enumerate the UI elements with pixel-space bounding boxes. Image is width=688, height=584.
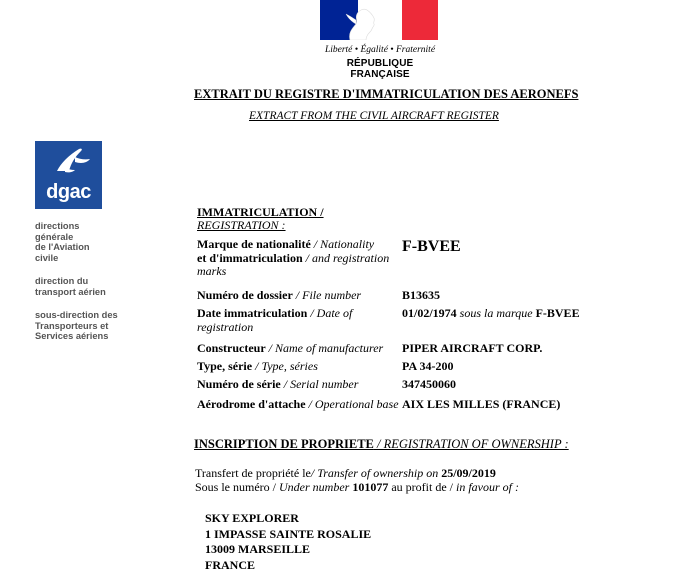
- label-fr: Aérodrome d'attache: [197, 397, 306, 411]
- label-registration-date: [197, 307, 362, 334]
- value-registration-date: [402, 307, 580, 321]
- republic-name: RÉPUBLIQUE FRANÇAISE: [346, 58, 414, 80]
- transfer-label-en: / Transfer of ownership on: [310, 466, 442, 480]
- marianne-flag-icon: [320, 0, 438, 40]
- section-title-en: REGISTRATION :: [197, 218, 286, 232]
- label-operational-base: [197, 398, 407, 412]
- dgac-plane-icon: [35, 141, 102, 181]
- number-label-fr: Sous le numéro /: [195, 480, 279, 494]
- ownership-section-title: [194, 437, 569, 452]
- label-en: / Name of manufacturer: [265, 341, 384, 355]
- section-title-en: / REGISTRATION OF OWNERSHIP :: [373, 437, 569, 451]
- owner-address: [205, 511, 371, 573]
- ownership-number-line: [195, 481, 519, 494]
- section-title-fr: INSCRIPTION DE PROPRIETE: [194, 437, 374, 451]
- number-label-en: Under number: [279, 480, 353, 494]
- label-fr: Marque de nationalité: [197, 237, 311, 251]
- registration-date-connector: sous la marque: [456, 306, 536, 320]
- republique-francaise-logo: [318, 0, 442, 80]
- dgac-logo-text: dgac: [46, 181, 91, 203]
- registration-date: 01/02/1974: [402, 306, 457, 320]
- value-serial-number: 347450060: [402, 377, 456, 391]
- label-en: / Operational base: [305, 397, 399, 411]
- label-en: / Date of registration: [197, 306, 353, 334]
- label-en: / and registration marks: [197, 250, 390, 278]
- transfer-date: 25/09/2019: [441, 466, 496, 480]
- ownership-number: 101077: [352, 480, 389, 494]
- owner-name: SKY EXPLORER: [205, 511, 299, 525]
- sidebar-dgac-label: [35, 221, 145, 263]
- label-file-number: [197, 289, 397, 303]
- in-favour-label-en: in favour of :: [455, 480, 519, 494]
- section-title-fr: IMMATRICULATION /: [197, 205, 324, 219]
- label-registration-mark: [197, 238, 397, 279]
- label-type: [197, 360, 397, 374]
- label-fr: Constructeur: [197, 341, 266, 355]
- document-title-fr: EXTRAIT DU REGISTRE D'IMMATRICULATION DES AERONEFS: [194, 87, 579, 101]
- sidebar-line: transport aérien: [35, 286, 106, 297]
- label-fr: et d'immatriculation: [197, 250, 303, 265]
- republic-motto: Liberté • Égalité • Fraternité: [324, 45, 436, 55]
- sidebar-dta-label: [35, 276, 145, 297]
- label-fr: Numéro de dossier: [197, 288, 293, 302]
- label-en: / Type, séries: [252, 359, 318, 373]
- registration-date-mark: F-BVEE: [535, 306, 580, 320]
- sidebar-subdirection-label: [35, 310, 145, 342]
- owner-street: 1 IMPASSE SAINTE ROSALIE: [205, 526, 372, 541]
- value-manufacturer: PIPER AIRCRAFT CORP.: [402, 341, 543, 355]
- value-operational-base: AIX LES MILLES (FRANCE): [402, 397, 561, 411]
- owner-country: FRANCE: [205, 557, 255, 572]
- ownership-transfer-line: [195, 467, 496, 480]
- label-manufacturer: [197, 342, 407, 356]
- owner-city: 13009 MARSEILLE: [205, 542, 311, 556]
- dgac-logo: [35, 141, 102, 209]
- sidebar-line: de l'Aviation: [35, 242, 90, 253]
- label-en: / File number: [292, 288, 362, 302]
- label-fr: Numéro de série: [197, 377, 281, 391]
- label-fr: Type, série: [197, 359, 253, 373]
- label-serial-number: [197, 378, 397, 392]
- label-en: / Serial number: [280, 377, 359, 391]
- in-favour-label-fr: au profit de /: [388, 480, 456, 494]
- label-fr: Date immatriculation: [197, 306, 308, 320]
- sidebar-line: directions: [35, 221, 80, 231]
- value-type: PA 34-200: [402, 359, 454, 373]
- sidebar-line: direction du: [35, 276, 89, 286]
- document-title-en: EXTRACT FROM THE CIVIL AIRCRAFT REGISTER: [249, 110, 499, 122]
- sidebar-line: Services aériens: [35, 331, 109, 342]
- value-registration-mark: F-BVEE: [402, 238, 461, 255]
- sidebar-line: Transporteurs et: [35, 320, 109, 331]
- transfer-label-fr: Transfert de propriété le: [195, 466, 311, 480]
- marianne-profile-icon: [320, 0, 390, 40]
- sidebar-line: civile: [35, 252, 59, 263]
- registration-section-title: [197, 206, 324, 232]
- sidebar-line: générale: [35, 231, 74, 242]
- label-en: / Nationality: [310, 237, 375, 251]
- sidebar-line: sous-direction des: [35, 310, 118, 320]
- value-file-number: B13635: [402, 288, 441, 302]
